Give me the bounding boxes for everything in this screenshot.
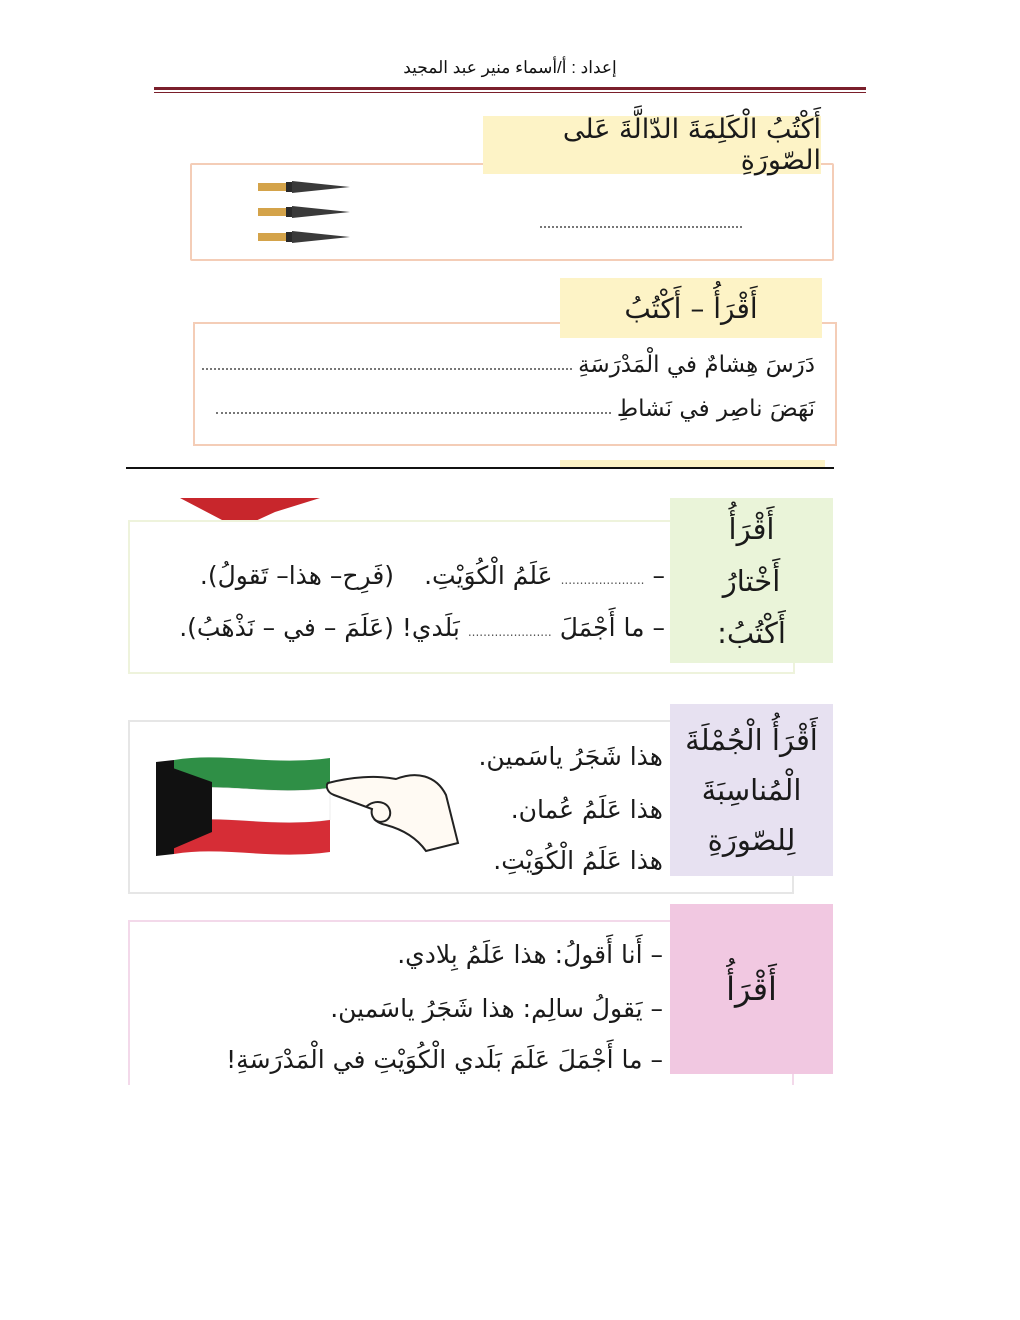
exercise1-answer-line[interactable] [540, 214, 742, 228]
options: (عَلَمَ – في – نَذْهَبُ). [179, 613, 394, 642]
exercise5-instruction: أَقْرَأُ [670, 904, 833, 1074]
dash: – [652, 613, 665, 642]
reading-line-2: – يَقولُ سالِم: هذا شَجَرُ ياسَمين. [330, 994, 663, 1023]
exercise2-line-1-blank[interactable] [202, 368, 572, 370]
header-rule [154, 87, 866, 90]
exercise2-line-1-text: دَرَسَ هِشامٌ في الْمَدْرَسَةِ [578, 352, 815, 378]
header-rule-thin [154, 92, 866, 93]
next-page-peek [560, 460, 825, 467]
sentence: عَلَمُ الْكُوَيْتِ. [424, 561, 553, 590]
kuwait-flag [152, 752, 337, 862]
instruction-line-2: الْمُناسِبَةَ [701, 773, 802, 807]
exercise4-instruction [670, 704, 833, 876]
options: (فَرِح– هذا– تَقولُ). [199, 561, 395, 590]
blank[interactable]: ...................... [560, 573, 645, 587]
exercise2-box [193, 322, 837, 446]
sentence-oman[interactable]: هذا عَلَمُ عُمان. [510, 795, 663, 824]
page-divider [126, 467, 834, 469]
sentence: بَلَدي! [401, 613, 460, 642]
dash: – [652, 561, 665, 590]
instruction-line-1: أَقْرَأُ الْجُمْلَةَ [685, 723, 818, 757]
instruction-write: أَكْتُبُ: [717, 615, 786, 650]
exercise2-line-1 [202, 352, 815, 378]
sentence-jasmine[interactable]: هذا شَجَرُ ياسَمين. [478, 742, 663, 771]
exercise3-line-1 [200, 561, 665, 590]
instruction-choose: أَخْتارُ [722, 563, 781, 598]
instruction-line-3: لِلصّورَةِ [707, 823, 796, 857]
instruction-read: أَقْرَأُ [728, 511, 775, 546]
exercise3-instruction [670, 498, 833, 663]
sentence-kuwait[interactable]: هذا عَلَمُ الْكُوَيْتِ. [493, 846, 663, 875]
exercise3-line-2 [179, 613, 665, 642]
exercise2-line-2 [216, 396, 815, 422]
reading-line-3: – ما أَجْمَلَ عَلَمَ بَلَدي الْكُوَيْتِ في الْمَدْرَسَةِ! [226, 1045, 663, 1074]
exercise2-line-2-blank[interactable] [216, 412, 611, 414]
blank[interactable]: ...................... [467, 625, 552, 639]
author-credit: إعداد : أ/أسماء منير عبد المجيد [403, 58, 617, 77]
exercise2-instruction: أَقْرَأُ – أَكْتُبُ [560, 278, 822, 338]
exercise2-line-2-text: نَهَضَ ناصِر في نَشاطِ [616, 396, 815, 422]
arrows-icon [258, 178, 354, 250]
lead: ما أَجْمَلَ [559, 613, 645, 642]
reading-line-1: – أَنا أَقولُ: هذا عَلَمُ بِلادي. [397, 940, 663, 969]
exercise1-instruction: أَكْتُبُ الْكَلِمَةَ الدّالَّةَ عَلى الصّورَةِ [483, 116, 821, 174]
pointing-hand [326, 765, 461, 857]
